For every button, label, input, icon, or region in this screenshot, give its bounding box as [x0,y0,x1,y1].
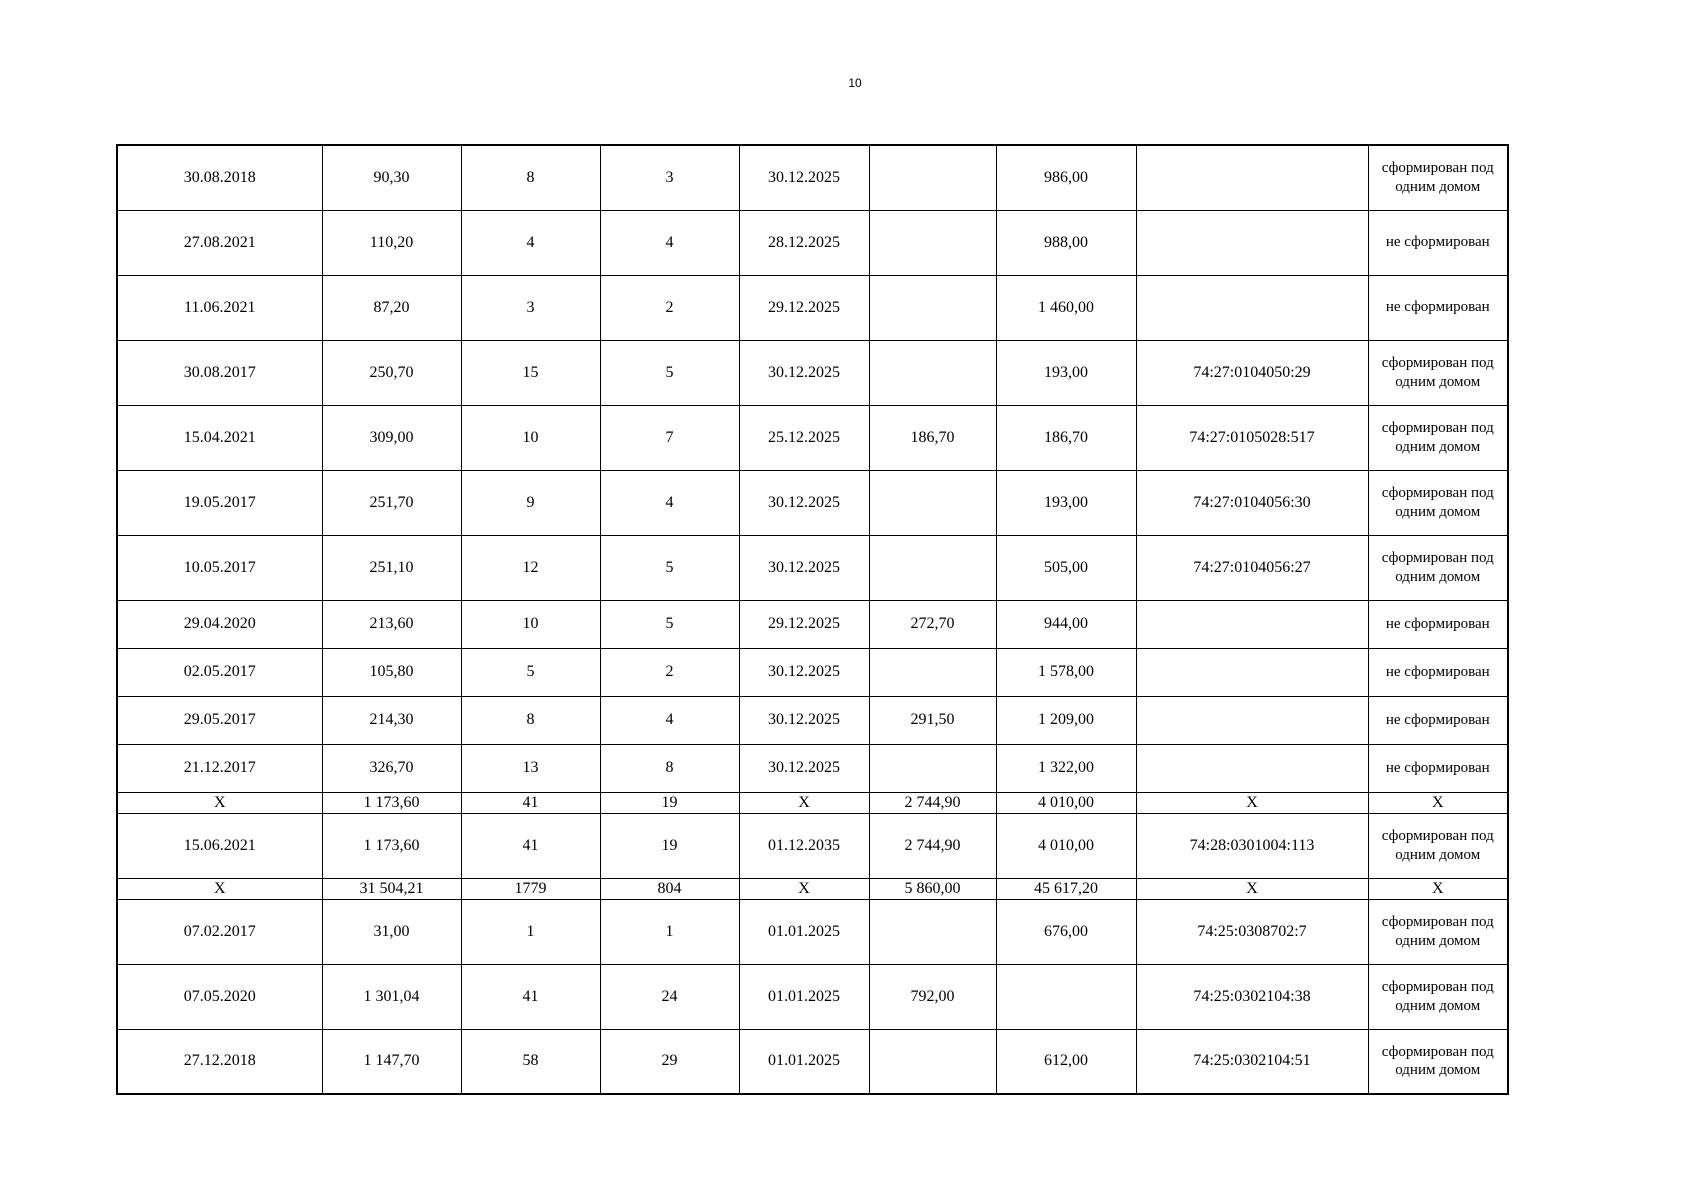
land-area-cell: 1 578,00 [996,648,1136,696]
cadastral-number-cell [1136,600,1368,648]
cadastral-number-cell: X [1136,878,1368,899]
land-area-cell: 1 322,00 [996,744,1136,792]
flats-cell: 2 [600,648,739,696]
cadastral-number-cell: 74:25:0302104:38 [1136,964,1368,1029]
area-b-cell [869,535,996,600]
area-b-cell [869,145,996,210]
date-cell: 19.05.2017 [117,470,322,535]
land-area-cell: 4 010,00 [996,813,1136,878]
flats-cell: 24 [600,964,739,1029]
deadline-cell: 01.12.2035 [739,813,869,878]
deadline-cell: 30.12.2025 [739,145,869,210]
cadastral-number-cell [1136,210,1368,275]
deadline-cell: 30.12.2025 [739,535,869,600]
deadline-cell: 01.01.2025 [739,964,869,1029]
residents-cell: 13 [461,744,600,792]
area-b-cell [869,275,996,340]
cadastral-number-cell: 74:25:0308702:7 [1136,899,1368,964]
area-cell: 110,20 [322,210,461,275]
cadastral-number-cell: 74:25:0302104:51 [1136,1029,1368,1094]
table-row [117,744,1508,792]
flats-cell: 1 [600,899,739,964]
area-cell: 251,10 [322,535,461,600]
cadastral-number-cell: 74:27:0104050:29 [1136,340,1368,405]
flats-cell: 8 [600,744,739,792]
date-cell: X [117,792,322,813]
deadline-cell: 29.12.2025 [739,600,869,648]
date-cell: 15.06.2021 [117,813,322,878]
date-cell: 29.04.2020 [117,600,322,648]
area-cell: 1 147,70 [322,1029,461,1094]
status-cell: не сформирован [1368,275,1508,340]
status-cell: сформирован под одним домом [1368,145,1508,210]
flats-cell: 5 [600,535,739,600]
residents-cell: 41 [461,813,600,878]
deadline-cell: 30.12.2025 [739,470,869,535]
table-row [117,964,1508,1029]
land-area-cell: 988,00 [996,210,1136,275]
flats-cell: 804 [600,878,739,899]
area-cell: 213,60 [322,600,461,648]
deadline-cell: 01.01.2025 [739,899,869,964]
deadline-cell: 01.01.2025 [739,1029,869,1094]
land-area-cell: 45 617,20 [996,878,1136,899]
deadline-cell: 28.12.2025 [739,210,869,275]
deadline-cell: 25.12.2025 [739,405,869,470]
area-cell: 87,20 [322,275,461,340]
residents-cell: 41 [461,964,600,1029]
flats-cell: 4 [600,210,739,275]
status-cell: X [1368,792,1508,813]
deadline-cell: 30.12.2025 [739,648,869,696]
date-cell: 11.06.2021 [117,275,322,340]
residents-cell: 10 [461,405,600,470]
area-b-cell: 792,00 [869,964,996,1029]
status-cell: сформирован под одним домом [1368,340,1508,405]
area-b-cell: 186,70 [869,405,996,470]
area-b-cell [869,340,996,405]
cadastral-number-cell [1136,648,1368,696]
area-b-cell: 2 744,90 [869,813,996,878]
residents-cell: 9 [461,470,600,535]
land-area-cell: 676,00 [996,899,1136,964]
table-row [117,210,1508,275]
date-cell: 30.08.2017 [117,340,322,405]
land-area-cell: 1 209,00 [996,696,1136,744]
deadline-cell: 30.12.2025 [739,744,869,792]
date-cell: 30.08.2018 [117,145,322,210]
cadastral-number-cell [1136,744,1368,792]
area-b-cell [869,1029,996,1094]
status-cell: сформирован под одним домом [1368,964,1508,1029]
land-area-cell: 505,00 [996,535,1136,600]
area-cell: 90,30 [322,145,461,210]
flats-cell: 19 [600,813,739,878]
deadline-cell: 30.12.2025 [739,340,869,405]
status-cell: сформирован под одним домом [1368,535,1508,600]
data-table [116,144,1509,1095]
deadline-cell: 30.12.2025 [739,696,869,744]
date-cell: 29.05.2017 [117,696,322,744]
area-cell: 309,00 [322,405,461,470]
land-area-cell: 193,00 [996,470,1136,535]
status-cell: не сформирован [1368,744,1508,792]
status-cell: не сформирован [1368,648,1508,696]
table-row [117,470,1508,535]
land-area-cell: 944,00 [996,600,1136,648]
cadastral-number-cell: 74:27:0104056:30 [1136,470,1368,535]
table-row [117,275,1508,340]
table-row [117,696,1508,744]
residents-cell: 41 [461,792,600,813]
area-cell: 1 301,04 [322,964,461,1029]
table-row [117,535,1508,600]
table-row [117,813,1508,878]
table-row [117,600,1508,648]
land-area-cell: 186,70 [996,405,1136,470]
date-cell: 07.02.2017 [117,899,322,964]
area-cell: 31,00 [322,899,461,964]
area-cell: 1 173,60 [322,813,461,878]
status-cell: сформирован под одним домом [1368,405,1508,470]
date-cell: 10.05.2017 [117,535,322,600]
flats-cell: 19 [600,792,739,813]
land-area-cell [996,964,1136,1029]
area-cell: 251,70 [322,470,461,535]
area-b-cell [869,648,996,696]
residents-cell: 10 [461,600,600,648]
area-b-cell [869,470,996,535]
flats-cell: 4 [600,696,739,744]
date-cell: X [117,878,322,899]
residents-cell: 58 [461,1029,600,1094]
land-area-cell: 1 460,00 [996,275,1136,340]
residents-cell: 1 [461,899,600,964]
land-area-cell: 193,00 [996,340,1136,405]
area-cell: 1 173,60 [322,792,461,813]
area-cell: 214,30 [322,696,461,744]
area-b-cell: 291,50 [869,696,996,744]
residents-cell: 5 [461,648,600,696]
land-area-cell: 4 010,00 [996,792,1136,813]
deadline-cell: 29.12.2025 [739,275,869,340]
deadline-cell: X [739,792,869,813]
status-cell: не сформирован [1368,210,1508,275]
area-cell: 105,80 [322,648,461,696]
status-cell: не сформирован [1368,696,1508,744]
total-row [117,792,1508,813]
cadastral-number-cell: 74:27:0104056:27 [1136,535,1368,600]
table-row [117,145,1508,210]
flats-cell: 3 [600,145,739,210]
status-cell: X [1368,878,1508,899]
table-row [117,340,1508,405]
date-cell: 27.12.2018 [117,1029,322,1094]
residents-cell: 8 [461,696,600,744]
status-cell: сформирован под одним домом [1368,470,1508,535]
total-row [117,878,1508,899]
residents-cell: 8 [461,145,600,210]
area-b-cell [869,210,996,275]
flats-cell: 7 [600,405,739,470]
flats-cell: 5 [600,340,739,405]
area-b-cell: 2 744,90 [869,792,996,813]
flats-cell: 2 [600,275,739,340]
date-cell: 07.05.2020 [117,964,322,1029]
area-cell: 250,70 [322,340,461,405]
date-cell: 02.05.2017 [117,648,322,696]
date-cell: 15.04.2021 [117,405,322,470]
area-b-cell [869,744,996,792]
status-cell: сформирован под одним домом [1368,899,1508,964]
land-area-cell: 986,00 [996,145,1136,210]
cadastral-number-cell [1136,696,1368,744]
cadastral-number-cell: X [1136,792,1368,813]
table-row [117,1029,1508,1094]
residents-cell: 3 [461,275,600,340]
date-cell: 21.12.2017 [117,744,322,792]
cadastral-number-cell: 74:28:0301004:113 [1136,813,1368,878]
area-b-cell: 272,70 [869,600,996,648]
cadastral-number-cell [1136,145,1368,210]
status-cell: сформирован под одним домом [1368,813,1508,878]
flats-cell: 29 [600,1029,739,1094]
land-area-cell: 612,00 [996,1029,1136,1094]
residents-cell: 4 [461,210,600,275]
residents-cell: 1779 [461,878,600,899]
date-cell: 27.08.2021 [117,210,322,275]
table-row [117,648,1508,696]
status-cell: сформирован под одним домом [1368,1029,1508,1094]
table-body [117,145,1508,1094]
cadastral-number-cell [1136,275,1368,340]
area-b-cell: 5 860,00 [869,878,996,899]
residents-cell: 15 [461,340,600,405]
deadline-cell: X [739,878,869,899]
cadastral-number-cell: 74:27:0105028:517 [1136,405,1368,470]
flats-cell: 5 [600,600,739,648]
status-cell: не сформирован [1368,600,1508,648]
table-row [117,405,1508,470]
residents-cell: 12 [461,535,600,600]
area-cell: 31 504,21 [322,878,461,899]
area-cell: 326,70 [322,744,461,792]
table-row [117,899,1508,964]
flats-cell: 4 [600,470,739,535]
page-number: 10 [848,76,862,90]
area-b-cell [869,899,996,964]
